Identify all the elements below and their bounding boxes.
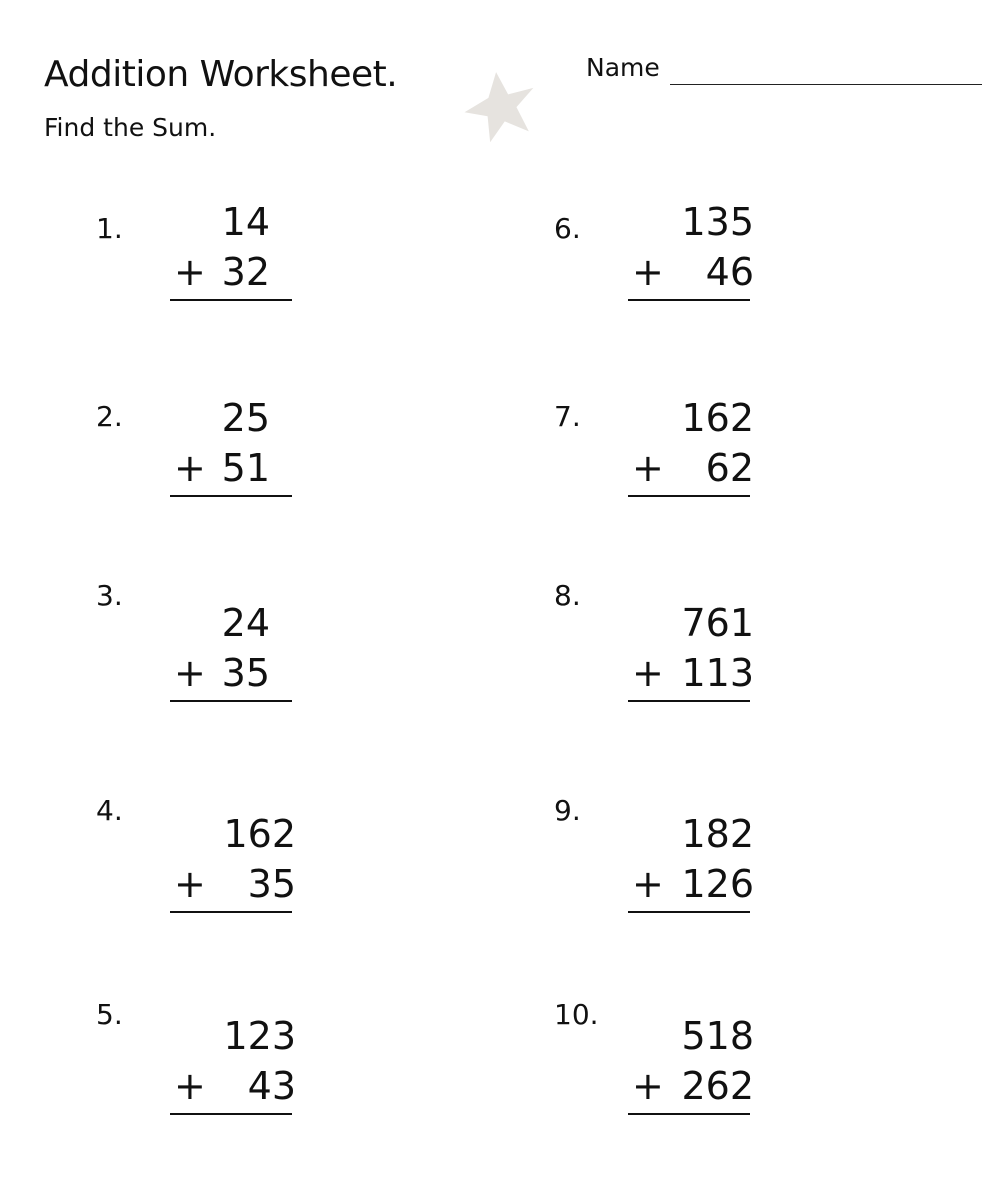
- answer-line[interactable]: [170, 911, 292, 913]
- problem-10: [554, 998, 754, 1122]
- problem-number: 7.: [554, 400, 581, 433]
- top-operand: 25: [221, 396, 270, 440]
- problem-number: 1.: [96, 212, 123, 245]
- bottom-operand: 43: [247, 1064, 296, 1108]
- problem-number: 10.: [554, 998, 599, 1031]
- worksheet-title: Addition Worksheet.: [44, 54, 398, 95]
- problem-number: 5.: [96, 998, 123, 1031]
- plus-operator: +: [632, 1064, 664, 1108]
- answer-line[interactable]: [170, 495, 292, 497]
- top-operand: 135: [681, 200, 754, 244]
- problem-number: 6.: [554, 212, 581, 245]
- answer-line[interactable]: [628, 299, 750, 301]
- top-operand: 182: [681, 812, 754, 856]
- answer-line[interactable]: [628, 495, 750, 497]
- plus-operator: +: [632, 446, 664, 490]
- problem-number: 8.: [554, 579, 581, 612]
- plus-operator: +: [632, 250, 664, 294]
- bottom-operand: 46: [705, 250, 754, 294]
- problem-number: 9.: [554, 794, 581, 827]
- problem-7: [554, 394, 754, 504]
- top-operand: 162: [223, 812, 296, 856]
- plus-operator: +: [632, 862, 664, 906]
- problem-8: [554, 579, 754, 709]
- problem-5: [96, 998, 296, 1122]
- answer-line[interactable]: [170, 1113, 292, 1115]
- bottom-operand: 113: [681, 651, 754, 695]
- plus-operator: +: [174, 250, 206, 294]
- answer-line[interactable]: [170, 299, 292, 301]
- plus-operator: +: [632, 651, 664, 695]
- plus-operator: +: [174, 862, 206, 906]
- star-icon: [462, 70, 538, 142]
- answer-line[interactable]: [628, 700, 750, 702]
- name-label: Name: [586, 53, 660, 82]
- worksheet-instructions: Find the Sum.: [44, 113, 217, 142]
- problem-9: [554, 794, 754, 920]
- bottom-operand: 126: [681, 862, 754, 906]
- top-operand: 761: [681, 601, 754, 645]
- name-field[interactable]: [670, 84, 982, 85]
- problem-6: [554, 198, 754, 308]
- bottom-operand: 32: [221, 250, 270, 294]
- problem-2: [96, 394, 296, 504]
- bottom-operand: 35: [247, 862, 296, 906]
- bottom-operand: 262: [681, 1064, 754, 1108]
- problem-number: 4.: [96, 794, 123, 827]
- plus-operator: +: [174, 1064, 206, 1108]
- top-operand: 123: [223, 1014, 296, 1058]
- answer-line[interactable]: [628, 1113, 750, 1115]
- plus-operator: +: [174, 651, 206, 695]
- problem-number: 3.: [96, 579, 123, 612]
- plus-operator: +: [174, 446, 206, 490]
- bottom-operand: 62: [705, 446, 754, 490]
- bottom-operand: 51: [221, 446, 270, 490]
- answer-line[interactable]: [628, 911, 750, 913]
- problem-4: [96, 794, 296, 920]
- answer-line[interactable]: [170, 700, 292, 702]
- bottom-operand: 35: [221, 651, 270, 695]
- problem-1: [96, 198, 296, 308]
- problem-number: 2.: [96, 400, 123, 433]
- problem-3: [96, 579, 296, 709]
- top-operand: 162: [681, 396, 754, 440]
- top-operand: 518: [681, 1014, 754, 1058]
- top-operand: 24: [221, 601, 270, 645]
- top-operand: 14: [221, 200, 270, 244]
